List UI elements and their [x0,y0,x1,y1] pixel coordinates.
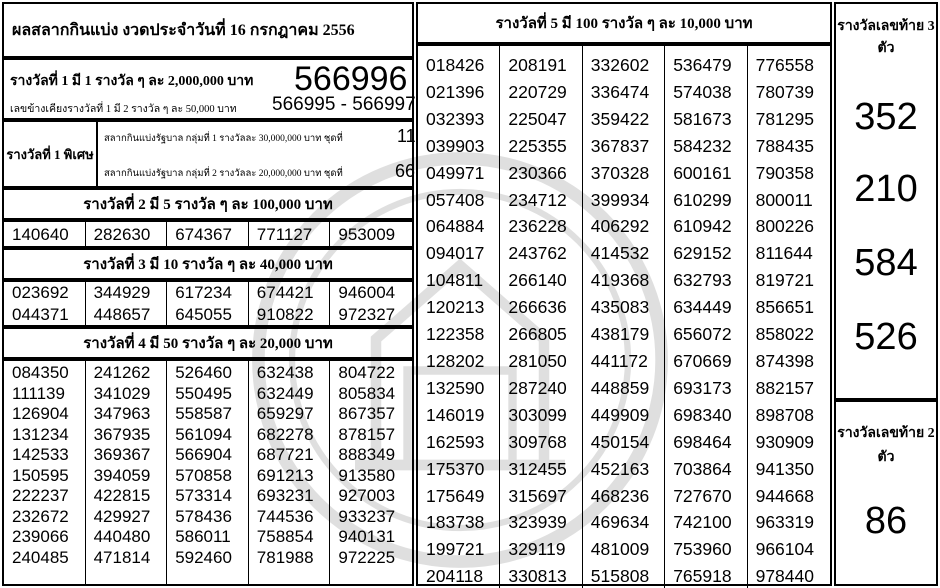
prize5-number: 449909 [590,404,650,425]
prize4-number: 878157 [338,424,396,444]
prize5-number: 450154 [590,431,650,452]
prize5-number: 370328 [590,162,650,183]
prize2-column [167,222,249,246]
prize5-number: 941350 [755,458,814,479]
prize1-near-label: เลขข้างเคียงรางวัลที่ 1 มี 2 รางวัล ๆ ละ 50,000 บาท [10,104,237,115]
prize4-number: 586011 [175,527,231,546]
prize5-number: 781295 [755,108,814,129]
prize5-number: 469634 [590,512,650,533]
prize5-number: 287240 [508,377,567,398]
prize4-number: 972225 [338,547,396,567]
last3-label: รางวัลเลขท้าย 3 ตัว [837,19,935,56]
prize5-number: 225047 [508,108,567,129]
prize5-number: 281050 [508,350,567,371]
prize4-number: 341029 [93,383,151,403]
prize5-number: 930909 [755,431,814,452]
prize5-number: 419368 [590,270,650,291]
prize5-number: 414532 [590,243,650,264]
special-group1-label: สลากกินแบ่งรัฐบาล กลุ่มที่ 1 รางวัลละ 30,000,000 บาท ชุดที่ [104,134,343,144]
prize3-table [2,280,414,327]
prize4-number: 347963 [93,404,151,423]
prize2-label: รางวัลที่ 2 มี 5 รางวัล ๆ ละ 100,000 บาท [83,197,333,213]
prize5-number: 220729 [508,81,567,102]
prize5-number: 162593 [426,431,485,452]
prize4-number: 440480 [93,527,151,546]
last2-number: 86 [864,500,908,542]
prize5-number: 329119 [508,539,566,560]
prize4-number: 687721 [256,445,314,464]
prize5-number: 330813 [508,566,567,587]
prize4-column [330,361,412,584]
prize5-number: 230366 [508,162,567,183]
prize5-number: 800011 [755,189,813,210]
prize3-number: 344929 [93,283,151,302]
prize4-number: 693231 [256,486,314,505]
prize5-column [583,46,665,588]
prize4-number: 888349 [338,445,396,464]
prize5-number: 303099 [508,404,567,425]
prize5-number: 406292 [590,216,650,237]
prize4-number: 744536 [256,506,314,526]
last3-panel [834,2,938,400]
prize5-number: 057408 [426,189,485,210]
prize2-column [86,222,168,246]
prize5-number: 315697 [508,485,567,506]
prize4-number: 691213 [256,465,314,485]
prize5-number: 581673 [673,108,732,129]
prize5-number: 610942 [673,216,732,237]
prize5-number: 032393 [426,108,485,129]
prize5-number: 468236 [590,485,650,506]
prize4-number: 429927 [93,506,151,526]
prize2-column [4,222,86,246]
prize4-number: 142533 [12,445,69,464]
prize4-number: 927003 [338,486,396,505]
prize5-number: 332602 [590,55,650,75]
prize4-number: 804722 [338,363,396,382]
prize3-number: 972327 [338,305,396,324]
prize2-number: 953009 [338,225,396,244]
prize5-number: 963319 [755,512,814,533]
prize5-number: 776558 [755,55,814,75]
prize4-number: 566904 [175,445,232,464]
prize5-number: 309768 [508,431,567,452]
prize4-number: 632449 [256,383,314,403]
last3-number: 210 [854,168,918,210]
prize1-near-numbers: 566995 - 566997 [272,94,416,115]
prize5-column [748,46,830,588]
prize4-number: 933237 [338,506,396,526]
prize3-column [4,282,86,326]
prize4-number: 558587 [175,404,232,423]
prize4-number: 781988 [256,547,314,567]
prize2-number: 771127 [256,225,313,244]
prize3-number: 448657 [93,305,151,324]
prize4-column [249,361,331,584]
special-group1-value: 11 [397,126,416,146]
prize5-number: 898708 [755,404,814,425]
prize5-number: 610299 [673,189,732,210]
prize5-number: 584232 [673,135,732,156]
prize5-number: 266805 [508,324,567,345]
prize3-number: 617234 [175,283,232,302]
prize5-number: 399934 [590,189,650,210]
prize4-number: 131234 [12,424,69,444]
prize3-number: 645055 [175,305,232,324]
prize5-number: 515808 [590,566,650,587]
prize5-number: 874398 [755,350,814,371]
prize5-number: 978440 [755,566,814,587]
prize4-number: 241262 [93,363,151,382]
prize5-number: 966104 [755,539,814,560]
prize4-number: 659297 [256,404,314,423]
prize5-number: 944668 [755,485,814,506]
prize5-number: 132590 [426,377,485,398]
page-title-text: ผลสลากกินแบ่ง งวดประจำวันที่ 16 กรกฎาคม 2556 [12,21,355,39]
prize5-number: 574038 [673,81,732,102]
prize1-number: 566996 [294,60,408,98]
prize4-number: 471814 [93,547,151,567]
prize5-number: 175649 [426,485,485,506]
prize5-number: 312455 [508,458,567,479]
prize4-number: 369367 [93,445,151,464]
prize5-number: 064884 [426,216,485,237]
special-prize-label: รางวัลที่ 1 พิเศษ [4,122,98,186]
prize3-column [167,282,249,326]
prize5-number: 234712 [508,189,567,210]
prize5-number: 858022 [755,324,814,345]
prize3-number: 674421 [256,283,314,302]
prize5-column [418,46,500,588]
prize5-number: 629152 [673,243,732,264]
prize4-number: 126904 [12,404,69,423]
prize5-number: 435083 [590,297,650,318]
prize5-number: 656072 [673,324,732,345]
prize4-number: 867357 [338,404,396,423]
prize3-number: 044371 [12,305,69,324]
prize5-number: 441172 [590,350,648,371]
prize5-number: 266636 [508,297,567,318]
prize4-number: 232672 [12,506,69,526]
prize5-number: 359422 [590,108,650,129]
prize4-number: 150595 [12,465,69,485]
prize4-number: 526460 [175,363,232,382]
prize5-column [500,46,582,588]
prize5-number: 049971 [426,162,485,183]
prize4-number: 913580 [338,465,396,485]
prize4-column [167,361,249,584]
prize5-number: 765918 [673,566,732,587]
prize4-number: 550495 [175,383,232,403]
prize4-number: 222237 [12,486,69,505]
last2-panel [834,400,938,586]
prize4-table [2,359,414,586]
special-group2-label: สลากกินแบ่งรัฐบาล กลุ่มที่ 2 รางวัลละ 20,000,000 บาท ชุดที่ [104,169,343,179]
prize4-number: 394059 [93,465,151,485]
prize5-number: 753960 [673,539,732,560]
prize5-number: 788435 [755,135,814,156]
last2-label: รางวัลเลขท้าย 2 ตัว [837,426,935,465]
prize1-label: รางวัลที่ 1 มี 1 รางวัล ๆ ละ 2,000,000 บาท [10,74,254,89]
prize5-number: 225355 [508,135,567,156]
prize4-number: 570858 [175,465,232,485]
prize4-number: 573314 [175,486,232,505]
prize4-number: 111139 [12,383,65,403]
prize5-number: 199721 [426,539,485,560]
prize5-number: 452163 [590,458,650,479]
prize4-number: 682278 [256,424,314,444]
prize5-column [665,46,747,588]
prize5-number: 780739 [755,81,814,102]
prize5-number: 811644 [755,243,813,264]
prize4-label: รางวัลที่ 4 มี 50 รางวัล ๆ ละ 20,000 บาท [83,336,333,352]
prize3-column [86,282,168,326]
prize3-column [330,282,412,326]
prize4-number: 805834 [338,383,396,403]
prize5-table [416,44,832,586]
prize2-number: 140640 [12,225,69,244]
prize5-number: 481009 [590,539,650,560]
prize4-number: 561094 [175,424,232,444]
prize2-column [249,222,331,246]
prize5-number: 819721 [755,270,814,291]
prize5-number: 183738 [426,512,485,533]
prize4-number: 592460 [175,547,232,567]
prize5-number: 018426 [426,55,485,75]
prize3-number: 946004 [338,283,396,302]
last3-number: 526 [854,316,918,358]
prize5-number: 634449 [673,297,732,318]
prize4-header [2,327,414,359]
prize5-number: 236228 [508,216,567,237]
prize5-number: 693173 [673,377,732,398]
prize3-number: 023692 [12,283,69,302]
prize5-number: 039903 [426,135,485,156]
prize3-column [249,282,331,326]
prize5-number: 175370 [426,458,485,479]
prize5-number: 727670 [673,485,732,506]
prize4-number: 632438 [256,363,314,382]
prize5-number: 742100 [673,512,732,533]
page-title [2,2,414,58]
prize5-number: 882157 [755,377,814,398]
prize5-number: 122358 [426,324,485,345]
prize2-number: 282630 [93,225,151,244]
prize5-number: 438179 [590,324,650,345]
special-prize-panel [2,120,414,188]
prize3-label: รางวัลที่ 3 มี 10 รางวัล ๆ ละ 40,000 บาท [83,257,333,273]
prize4-number: 367935 [93,424,151,444]
prize5-number: 632793 [673,270,732,291]
prize4-number: 240485 [12,547,69,567]
prize5-number: 856651 [755,297,814,318]
prize5-number: 146019 [426,404,485,425]
prize5-number: 600161 [673,162,732,183]
prize1-panel [2,58,414,120]
prize5-number: 698340 [673,404,732,425]
prize2-number: 674367 [175,225,232,244]
prize5-number: 790358 [755,162,814,183]
prize4-number: 239066 [12,527,69,546]
prize5-number: 243762 [508,243,567,264]
last3-number: 584 [854,242,918,284]
prize4-number: 422815 [93,486,151,505]
prize5-number: 336474 [590,81,650,102]
prize2-column [330,222,412,246]
prize2-header [2,188,414,220]
prize5-header [416,2,832,44]
prize5-number: 800226 [755,216,814,237]
prize5-number: 703864 [673,458,732,479]
prize4-number: 578436 [175,506,232,526]
special-group2-value: 66 [395,161,416,181]
prize3-header [2,248,414,280]
prize5-number: 120213 [426,297,485,318]
prize5-number: 698464 [673,431,732,452]
prize5-number: 670669 [673,350,732,371]
prize5-number: 367837 [590,135,650,156]
prize4-number: 084350 [12,363,69,382]
prize5-number: 204118 [426,566,484,587]
prize5-number: 094017 [426,243,485,264]
prize4-number: 758854 [256,527,314,546]
prize4-column [4,361,86,584]
prize4-number: 940131 [338,527,396,546]
prize5-number: 323939 [508,512,567,533]
prize5-number: 266140 [508,270,567,291]
last3-number: 352 [854,96,918,138]
prize5-number: 536479 [673,55,732,75]
prize5-number: 021396 [426,81,485,102]
prize3-number: 910822 [256,305,314,324]
prize5-number: 104811 [426,270,484,291]
prize2-table [2,220,414,248]
prize5-number: 208191 [508,55,567,75]
prize4-column [86,361,168,584]
prize5-number: 448859 [590,377,650,398]
prize5-label: รางวัลที่ 5 มี 100 รางวัล ๆ ละ 10,000 บาท [495,16,753,32]
prize5-number: 128202 [426,350,485,371]
